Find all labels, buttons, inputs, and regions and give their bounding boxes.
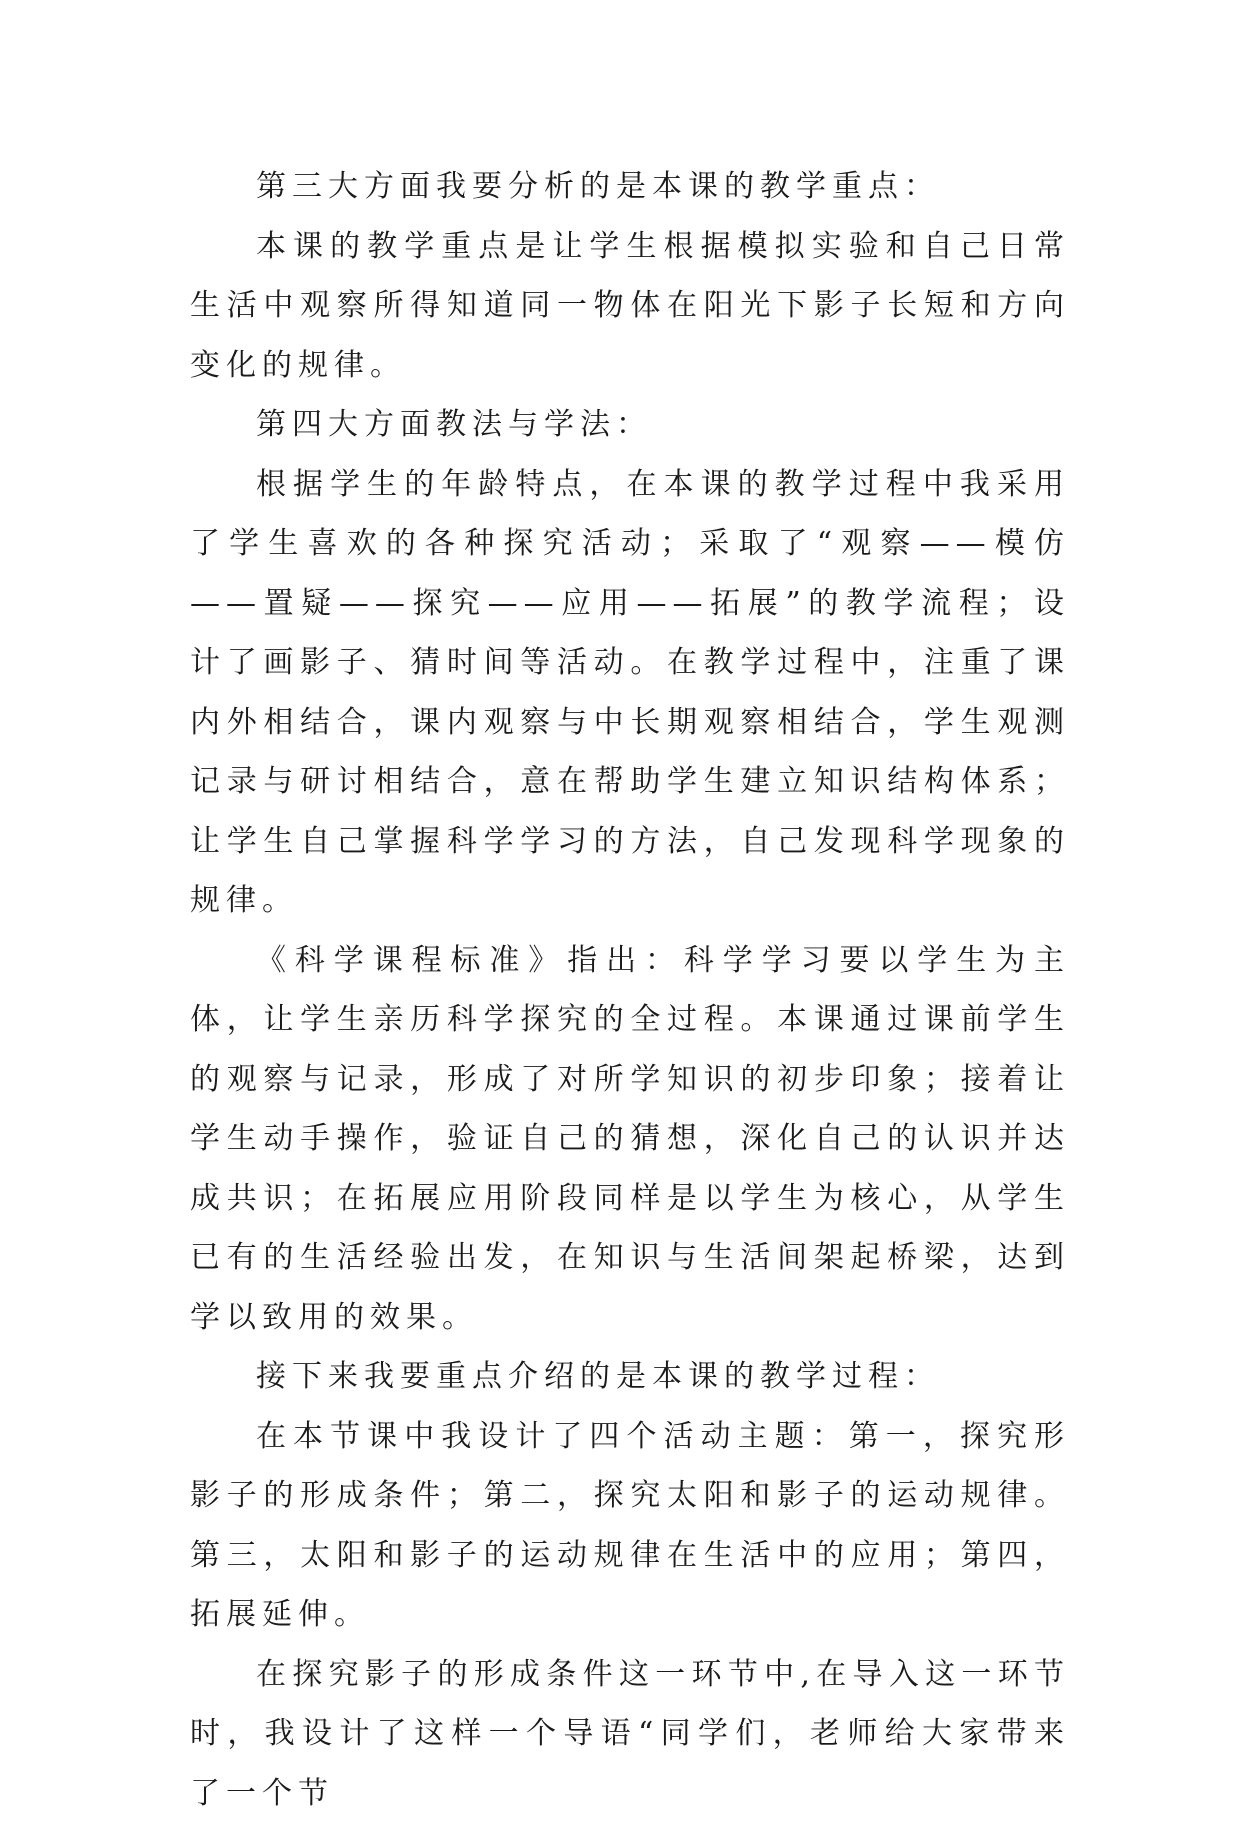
paragraph-teaching-focus: 本课的教学重点是让学生根据模拟实验和自己日常生活中观察所得知道同一物体在阳光下影子长短和方向变化的规律。: [190, 217, 1070, 396]
body-text: [190, 157, 1070, 1823]
paragraph-curriculum-standard: 《科学课程标准》指出：科学学习要以学生为主体，让学生亲历科学探究的全过程。本课通过课前学生的观察与记录，形成了对所学知识的初步印象；接着让学生动手操作，验证自己的猜想，深化自己的认识并达成共识；在拓展应用阶段同样是以学生为核心，从学生已有的生活经验出发，在知识与生活间架起桥梁，达到学以致用的效果。: [190, 931, 1070, 1348]
paragraph-methods-heading: 第四大方面教法与学法：: [190, 395, 1070, 455]
paragraph-process-heading: 接下来我要重点介绍的是本课的教学过程：: [190, 1347, 1070, 1407]
paragraph-activity-themes: 在本节课中我设计了四个活动主题：第一，探究形影子的形成条件；第二，探究太阳和影子的运动规律。第三，太阳和影子的运动规律在生活中的应用；第四，拓展延伸。: [190, 1407, 1070, 1645]
paragraph-methods: 根据学生的年龄特点，在本课的教学过程中我采用了学生喜欢的各种探究活动；采取了“观察——模仿——置疑——探究——应用——拓展”的教学流程；设计了画影子、猜时间等活动。在教学过程中，注重了课内外相结合，课内观察与中长期观察相结合，学生观测记录与研讨相结合，意在帮助学生建立知识结构体系；让学生自己掌握科学学习的方法，自己发现科学现象的规律。: [190, 455, 1070, 931]
paragraph-introduction: 在探究影子的形成条件这一环节中,在导入这一环节时，我设计了这样一个导语“同学们，老师给大家带来了一个节: [190, 1645, 1070, 1823]
paragraph-teaching-focus-heading: 第三大方面我要分析的是本课的教学重点：: [190, 157, 1070, 217]
